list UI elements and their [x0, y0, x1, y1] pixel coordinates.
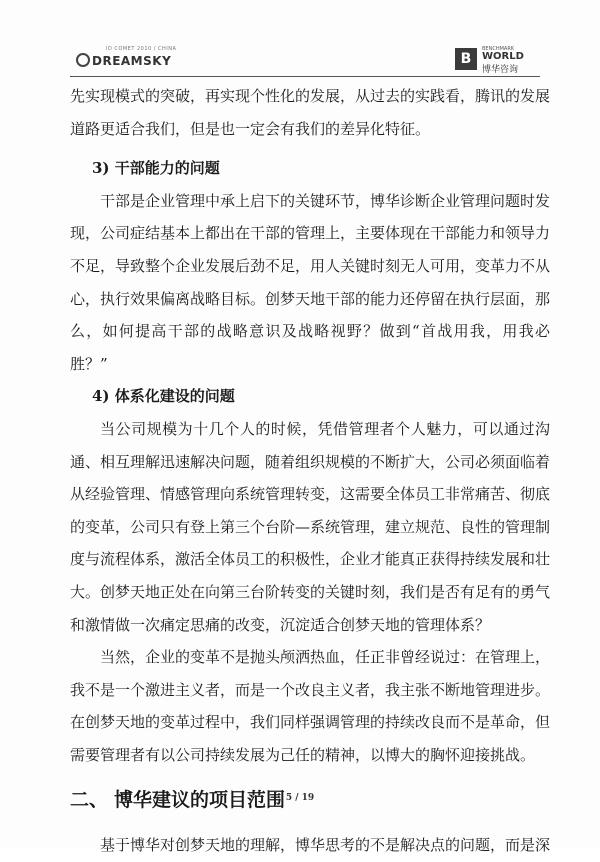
logo-benchmark-text: BENCHMARK	[482, 46, 515, 52]
header-divider	[70, 76, 540, 77]
paragraph-system-building: 当公司规模为十几个人的时候，凭借管理者个人魅力，可以通过沟通、相互理解迅速解决问题，随着组织规模的不断扩大，公司必须面临着从经验管理、情感管理向系统管理转变，这需要全体员工非常痛苦、彻底的变革，公司只有登上第三个台阶—系统管理，建立规范、良性的管理制度与流程体系，激活全体员工的积极性，企业才能真正获得持续发展和壮大。创梦天地正处在向第三台阶转变的关键时刻，我们是否有足有的勇气和激情做一次痛定思痛的改变，沉淀适合创梦天地的管理体系？	[70, 419, 551, 634]
paragraph-scope: 基于博华对创梦天地的理解，博华思考的不是解决点的问题，而是深	[100, 836, 551, 855]
logo-brand-text: DREAMSKY	[92, 54, 172, 68]
logo-chinese-text: 博华咨询	[482, 65, 519, 75]
benchmark-world-logo	[455, 46, 535, 75]
benchmark-logo-icon: B	[455, 48, 477, 70]
document-body	[70, 80, 550, 862]
section-number: 二、	[70, 789, 109, 812]
dreamsky-logo	[76, 46, 176, 68]
subheading-system-building: 4) 体系化建设的问题	[92, 387, 235, 406]
subheading-cadre-ability: 3) 干部能力的问题	[92, 159, 220, 178]
paragraph-cadre-ability: 干部是企业管理中承上启下的关键环节，博华诊断企业管理问题时发现，公司症结基本上都出在干部的管理上，主要体现在干部能力和领导力不足，导致整个企业发展后劲不足，用人关键时刻无人可用，变革力不从心，执行效果偏离战略目标。创梦天地干部的能力还停留在执行层面，那么，如何提高干部的战略意识及战略视野？做到“首战用我，用我必胜？”	[70, 191, 551, 373]
section-title: 博华建议的项目范围	[114, 789, 286, 812]
paragraph-intro: 先实现模式的突破，再实现个性化的发展，从过去的实践看，腾讯的发展道路更适合我们，但是也一定会有我们的差异化特征。	[70, 87, 551, 138]
logo-world-text: WORLD	[482, 51, 524, 62]
page-number: 5 / 19	[285, 793, 315, 803]
paragraph-reform: 当然，企业的变革不是抛头颅洒热血，任正非曾经说过：在管理上，我不是一个激进主义者，而是一个改良主义者，我主张不断地管理进步。在创梦天地的变革过程中，我们同样强调管理的持续改良而不是革命，但需要管理者有以公司持续发展为己任的精神，以博大的胸怀迎接挑战。	[70, 648, 551, 764]
logo-tagline: ID COMET 2010 / CHINA	[106, 46, 177, 52]
dreamsky-mark-icon	[76, 53, 90, 67]
